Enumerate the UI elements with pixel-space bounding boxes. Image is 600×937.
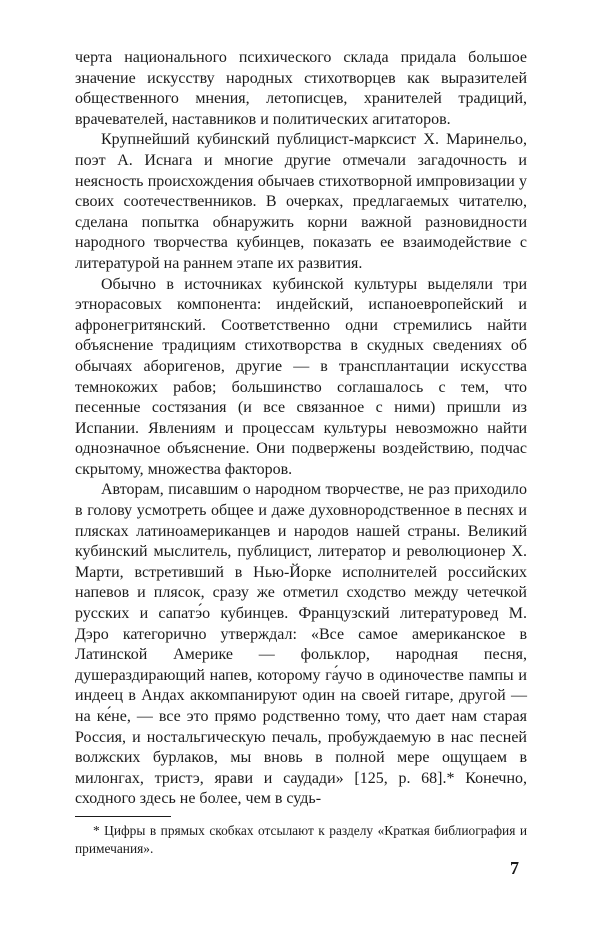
footnote: * Цифры в прямых скобках отсылают к разделу «Краткая библиография и примечания».	[75, 822, 527, 856]
paragraph-1: черта национального психического склада придала большое значение искусству народных стихотворцев как выразителей общественного мнения, летописцев, хранителей традиций, врачевателей, наставников и политических агитаторов.	[75, 49, 527, 128]
footnote-divider	[75, 816, 171, 817]
paragraph-4: Авторам, писавшим о народном творчестве, не раз приходило в голову усмотреть общее и даже духовнородственное в песнях и плясках латиноамериканцев и народов нашей страны. Великий кубинский мыслитель, публицист, литератор и революционер Х. Марти, встретивший в Нью-Йорке исполнителей российских напевов и плясок, сразу же отметил сходство между четечкой русских и сапатэ́о кубинцев. Французский литературовед М. Дэро категорично утверждал: «Все самое американское в Латинской Америке — фольклор, народная песня, душераздирающий напев, которому га́учо в одиночестве пампы и индеец в Андах аккомпанируют один на своей гитаре, другой — на ке́не, — все это прямо родственно тому, что дает нам старая Россия, и ностальгическую печаль, пробуждаемую в нас песней волжских бурлаков, мы вновь в полной мере ощущаем в милонгах, тристэ, ярави и саудади» [125, р. 68].* Конечно, сходного здесь не более, чем в судь-	[75, 481, 527, 808]
paragraph-2: Крупнейший кубинский публицист-марксист Х. Маринельо, поэт А. Иснага и многие другие отмечали загадочность и неясность происхождения обычаев стихотворной импровизации у своих соотечественников. В очерках, предлагаемых читателю, сделана попытка обнаружить корни важной разновидности народного творчества кубинцев, показать ее взаимодействие с литературой на раннем этапе их развития.	[75, 131, 527, 272]
page-body	[75, 48, 527, 858]
paragraph-3: Обычно в источниках кубинской культуры выделяли три этнорасовых компонента: индейский, испаноевропейский и афронегритянский. Соответственно одни стремились найти объяснение традициям стихотворства в скудных сведениях об обычаях аборигенов, другие — в трансплантации искусства темнокожих рабов; большинство соглашалось с тем, что песенные состязания (и все связанное с ними) пришли из Испании. Явлениям и процессам культуры невозможно найти однозначное объяснение. Они подвержены воздействию, подчас скрытому, множества факторов.	[75, 275, 527, 478]
page-number: 7	[510, 858, 519, 878]
